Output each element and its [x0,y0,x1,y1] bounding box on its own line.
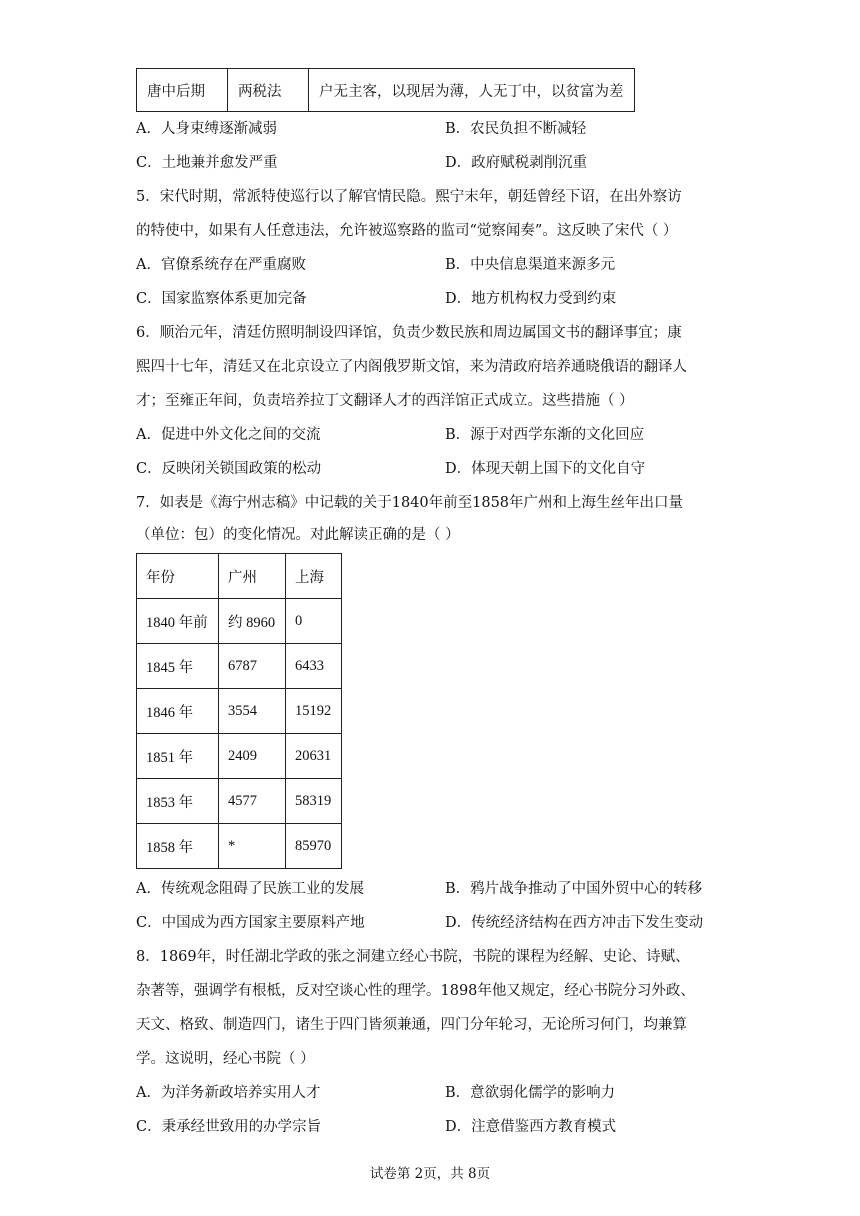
q5-option-c: C．国家监察体系更加完备 [136,291,307,307]
table-cell: 4577 [219,779,286,824]
table-cell: 2409 [219,734,286,779]
table-cell: * [219,824,286,869]
q8-option-c: C．秉承经世致用的办学宗旨 [136,1119,322,1135]
table-cell: 约 8960 [219,599,286,644]
q7-option-d: D．传统经济结构在西方冲击下发生变动 [445,915,704,931]
table-cell: 1840 年前 [137,599,219,644]
table-cell: 1846 年 [137,689,219,734]
table-header-row [137,554,342,599]
q5-stem-line: 5．宋代时期，常派特使巡行以了解官情民隐。熙宁末年，朝廷曾经下诏，在出外察访 [136,189,682,205]
q7-option-a: A．传统观念阻碍了民族工业的发展 [136,881,364,897]
q6-option-b: B．源于对西学东渐的文化回应 [445,427,645,443]
table-cell: 6787 [219,644,286,689]
q8-stem-line: 8．1869年，时任湖北学政的张之洞建立经心书院，书院的课程为经解、史论、诗赋、 [136,949,690,965]
table-cell: 0 [286,599,342,644]
q6-stem-line: 熙四十七年，清廷又在北京设立了内阁俄罗斯文馆，来为清政府培养通晓俄语的翻译人 [136,359,687,375]
table-cell: 唐中后期 [137,69,228,112]
table-row [137,599,342,644]
q6-option-d: D．体现天朝上国下的文化自守 [445,461,646,477]
table-cell: 3554 [219,689,286,734]
q6-option-c: C．反映闭关锁国政策的松动 [136,461,322,477]
q8-option-a: A．为洋务新政培养实用人才 [136,1085,321,1101]
page-footer: 试卷第 2页，共 8页 [369,1166,491,1182]
table-cell: 户无主客，以现居为薄，人无丁中，以贫富为差 [309,69,635,112]
q7-stem-line: 7．如表是《海宁州志稿》中记载的关于1840年前至1858年广州和上海生丝年出口量 [136,495,684,511]
table-cell: 两税法 [228,69,309,112]
table-cell: 1858 年 [137,824,219,869]
table-cell: 6433 [286,644,342,689]
table-cell: 58319 [286,779,342,824]
q4-option-d: D．政府赋税剥削沉重 [445,155,588,171]
table-cell: 1853 年 [137,779,219,824]
q8-option-d: D．注意借鉴西方教育模式 [445,1119,617,1135]
q4-option-c: C．土地兼并愈发严重 [136,155,278,171]
table-row [137,734,342,779]
q6-stem-line: 才；至雍正年间，负责培养拉丁文翻译人才的西洋馆正式成立。这些措施（ ） [136,393,634,409]
table-row [137,69,635,112]
table-row [137,824,342,869]
q7-stem-line: （单位：包）的变化情况。对此解读正确的是（ ） [136,527,460,543]
q6-stem-line: 6．顺治元年，清廷仿照明制设四译馆，负责少数民族和周边属国文书的翻译事宜；康 [136,325,682,341]
table-header-cell: 广州 [219,554,286,599]
q8-stem-line: 杂著等，强调学有根柢，反对空谈心性的理学。1898年他又规定，经心书院分习外政、 [136,983,695,999]
q4-option-b: B．农民负担不断减轻 [445,121,587,137]
table-cell: 1845 年 [137,644,219,689]
q6-option-a: A．促进中外文化之间的交流 [136,427,321,443]
table-row [137,644,342,689]
table-cell: 85970 [286,824,342,869]
table-row [137,689,342,734]
q5-option-a: A．官僚系统存在严重腐败 [136,257,306,273]
q4-option-a: A．人身束缚逐渐减弱 [136,121,277,137]
q8-option-b: B．意欲弱化儒学的影响力 [445,1085,616,1101]
table-cell: 15192 [286,689,342,734]
tax-table [136,68,635,112]
silk-export-table [136,553,342,869]
table-header-cell: 年份 [137,554,219,599]
table-cell: 1851 年 [137,734,219,779]
q5-option-d: D．地方机构权力受到约束 [445,291,617,307]
table-row [137,779,342,824]
table-header-cell: 上海 [286,554,342,599]
q8-stem-line: 天文、格致、制造四门，诸生于四门皆须兼通，四门分年轮习，无论所习何门，均兼算 [136,1017,687,1033]
q5-stem-line: 的特使中，如果有人任意违法，允许被巡察路的监司“觉察闻奏”。这反映了宋代（ ） [136,223,678,239]
table-cell: 20631 [286,734,342,779]
q8-stem-line: 学。这说明，经心书院（ ） [136,1051,315,1067]
q7-option-c: C．中国成为西方国家主要原料产地 [136,915,365,931]
q7-option-b: B．鸦片战争推动了中国外贸中心的转移 [445,881,703,897]
q5-option-b: B．中央信息渠道来源多元 [445,257,616,273]
